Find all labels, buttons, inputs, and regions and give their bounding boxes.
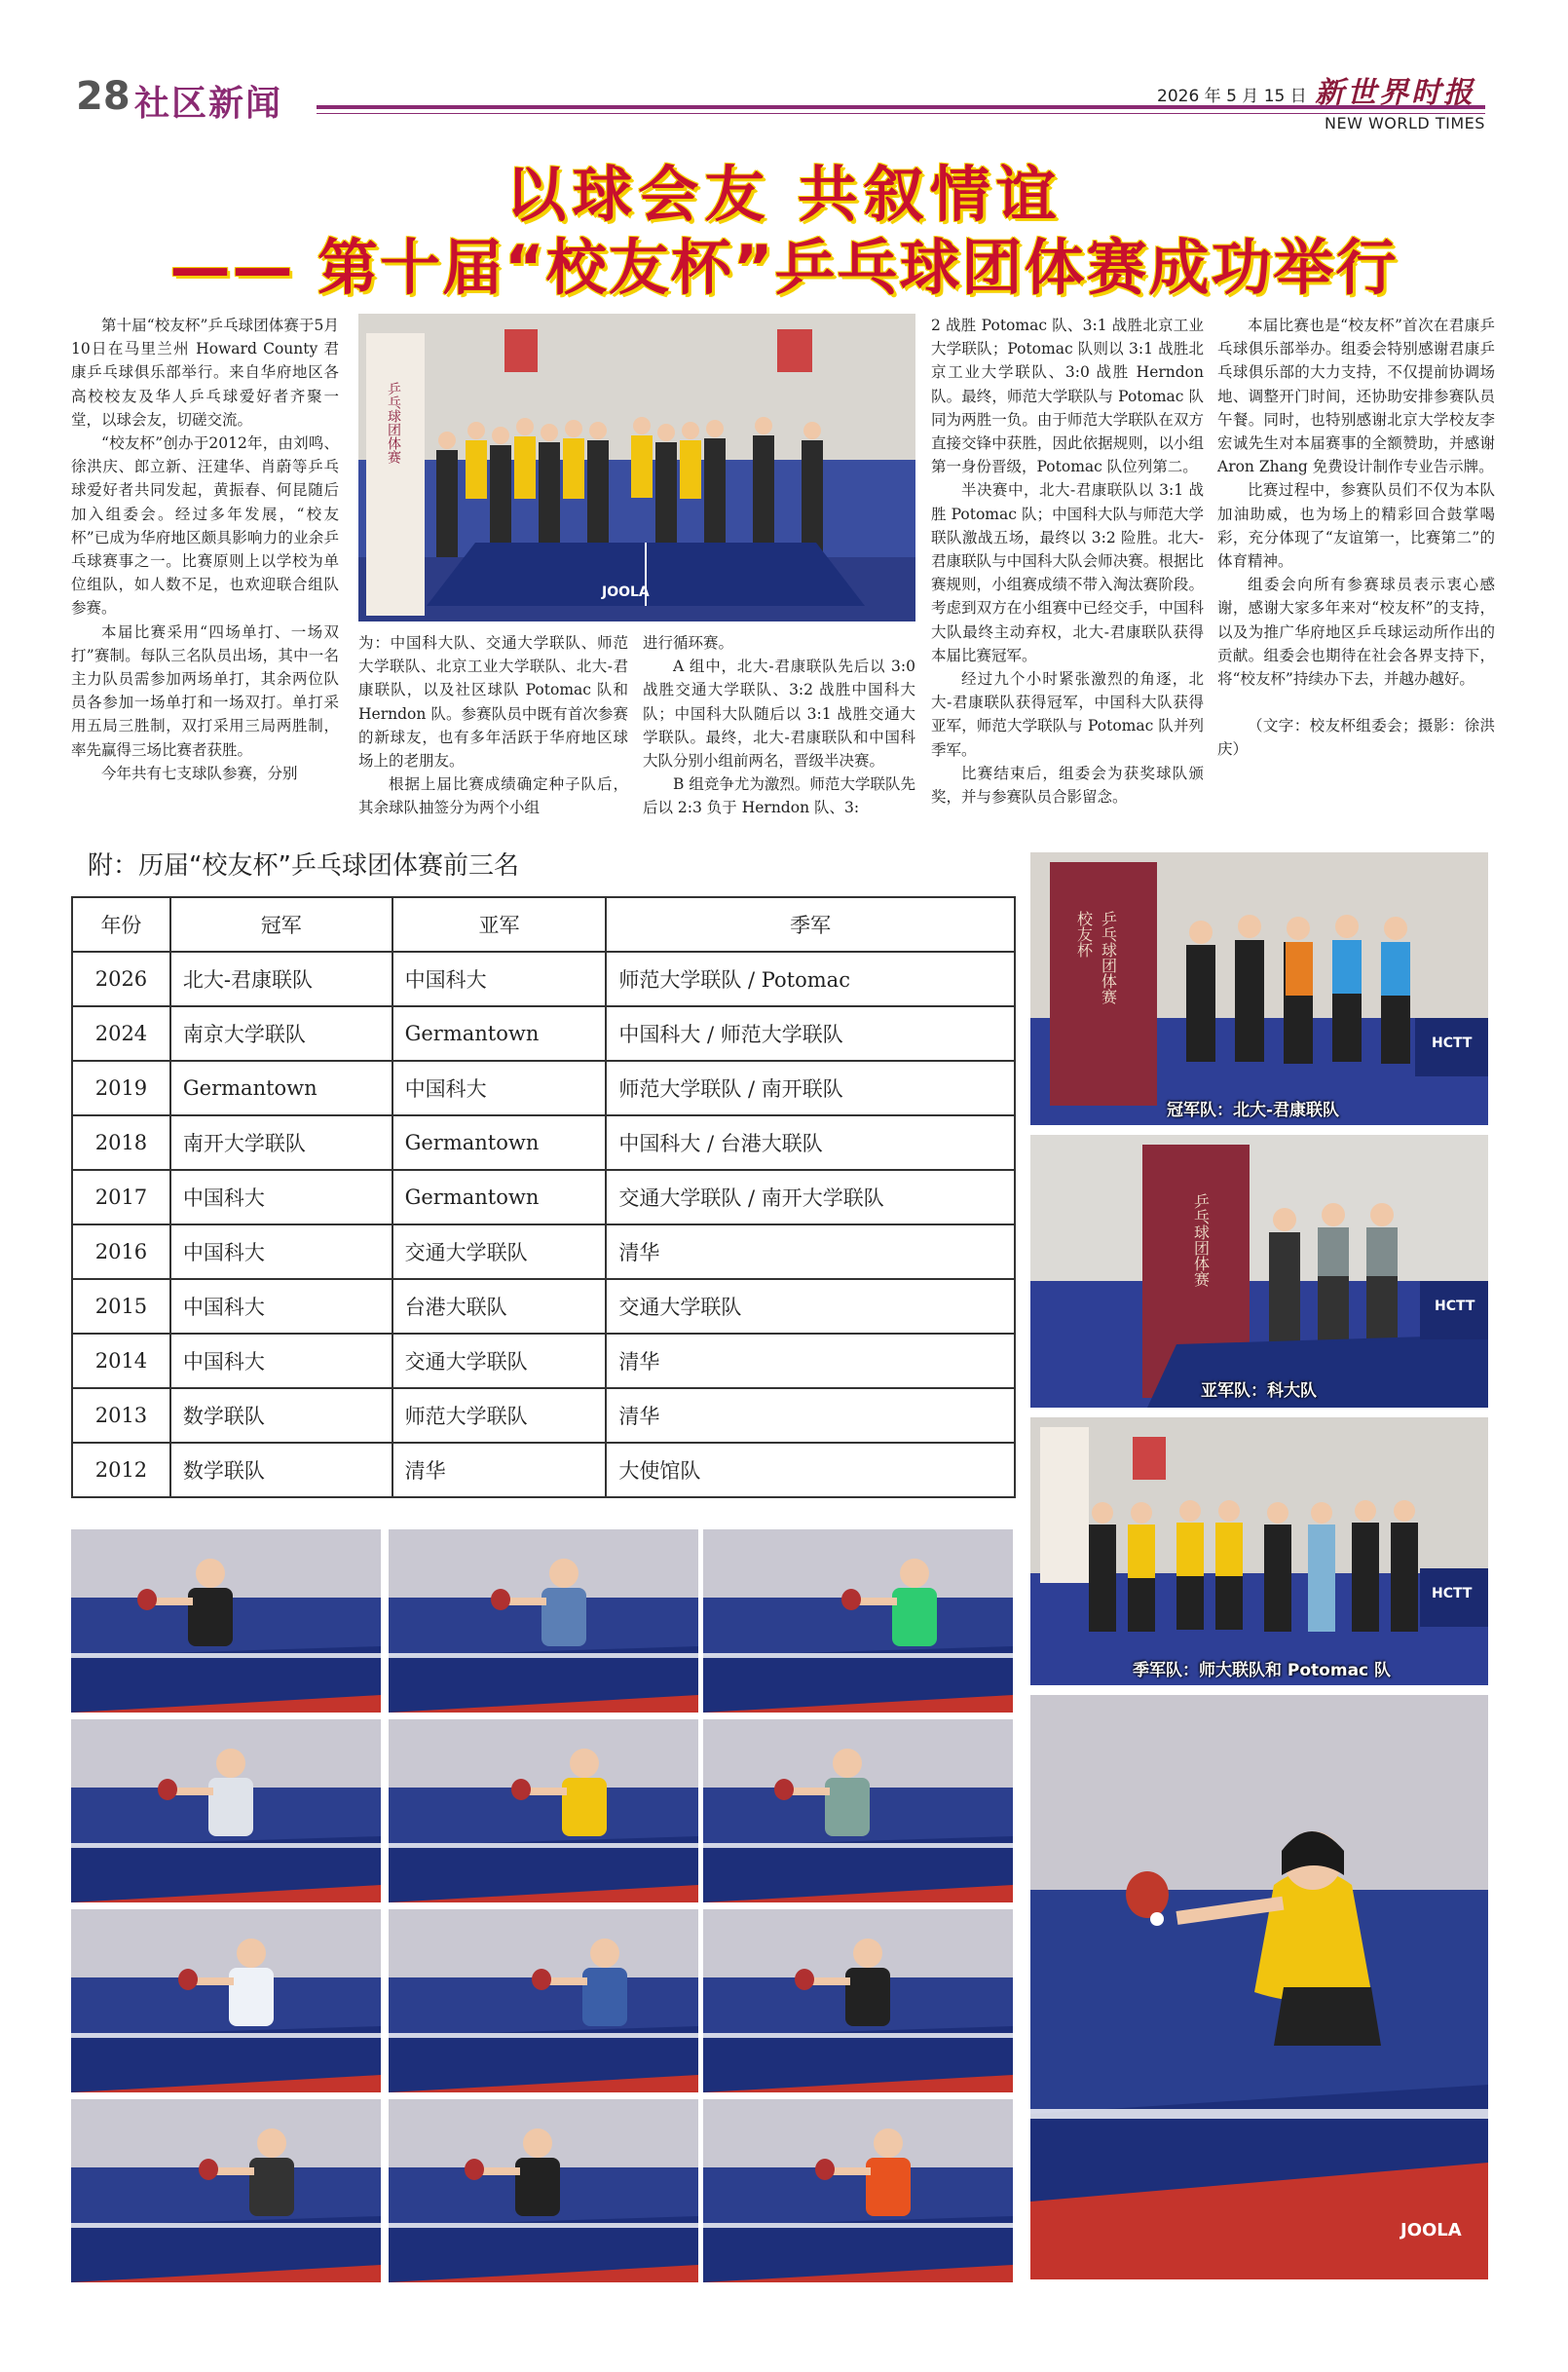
article-paragraph: “校友杯”创办于2012年，由刘鸣、徐洪庆、郎立新、汪建华、肖蔚等乒乓球爱好者共同发起，黄振春、何昆随后加入组委会。经过多年发展，“校友杯”已成为华府地区颇具影响力的业余乒乓球赛事之一。比赛原则上以学校为单位组队，如人数不足，也欢迎联合组队参赛。 xyxy=(71,434,339,618)
table-header: 年份 xyxy=(72,897,170,952)
action-photo xyxy=(703,2099,1013,2282)
table-cell: Germantown xyxy=(170,1061,392,1115)
article-paragraph: 本届比赛采用“四场单打、一场双打”赛制。每队三名队员出场，其中一名主力队员需参加两场单打，其余两位队员各参加一场单打和一场双打。单打采用五局三胜制，双打采用三局两胜制，率先赢得三场比赛者获胜。 xyxy=(71,622,339,759)
table-cell: 交通大学联队 / 南开大学联队 xyxy=(606,1170,1015,1224)
table-cell: 中国科大 xyxy=(170,1170,392,1224)
table-header: 亚军 xyxy=(392,897,607,952)
action-photo xyxy=(703,1719,1013,1902)
table-cell: Germantown xyxy=(392,1115,607,1170)
table-row xyxy=(72,952,1015,1006)
action-photo xyxy=(389,1909,698,2092)
table-cell: 师范大学联队 xyxy=(392,1388,607,1443)
article-column-1 xyxy=(71,314,339,785)
table-cell: 清华 xyxy=(392,1443,607,1497)
caption-champion: 冠军队：北大-君康联队 xyxy=(1167,1101,1340,1120)
page-number: 28 xyxy=(76,74,131,119)
table-cell: 2024 xyxy=(72,1006,170,1061)
action-photo xyxy=(703,1909,1013,2092)
table-cell: 数学联队 xyxy=(170,1443,392,1497)
caption-runnerup: 亚军队：科大队 xyxy=(1201,1381,1317,1401)
table-row xyxy=(72,1279,1015,1334)
table-header: 冠军 xyxy=(170,897,392,952)
table-row xyxy=(72,1388,1015,1443)
article-paragraph: A 组中，北大-君康联队先后以 3:0 战胜交通大学联队、3:2 战胜中国科大队；中国科大队随后以 3:1 战胜交通大学联队。最终，北大-君康联队和中国科大队分别小组前两名，晋级半决赛。 xyxy=(643,658,915,771)
table-row xyxy=(72,1115,1015,1170)
svg-text:校友杯: 校友杯 xyxy=(1074,911,1094,958)
table-cell: 北大-君康联队 xyxy=(170,952,392,1006)
masthead-english: NEW WORLD TIMES xyxy=(1325,114,1485,132)
results-table xyxy=(71,896,1016,1498)
table-cell: 2018 xyxy=(72,1115,170,1170)
table-row xyxy=(72,1006,1015,1061)
table-cell: 南开大学联队 xyxy=(170,1115,392,1170)
table-cell: 2016 xyxy=(72,1224,170,1279)
table-cell: 中国科大 / 师范大学联队 xyxy=(606,1006,1015,1061)
svg-text:乒乓球团体赛: 乒乓球团体赛 xyxy=(1191,1193,1211,1287)
headline-line-2: —— 第十届“校友杯”乒乓球团体赛成功举行 xyxy=(169,232,1399,303)
table-row xyxy=(72,1224,1015,1279)
group-photo xyxy=(358,314,915,621)
table-cell: 师范大学联队 / Potomac xyxy=(606,952,1015,1006)
table-cell: 2012 xyxy=(72,1443,170,1497)
article-paragraph: 为：中国科大队、交通大学联队、师范大学联队、北京工业大学联队、北大-君康联队，以及社区球队 Potomac 队和 Herndon 队。参赛队员中既有首次参赛的新球友，也有多年活跃于华府地区球场上的老朋友。 xyxy=(358,634,628,771)
action-photo xyxy=(389,1529,698,1713)
action-photo xyxy=(703,1529,1013,1713)
action-photo xyxy=(389,2099,698,2282)
article-paragraph: 根据上届比赛成绩确定种子队后，其余球队抽签分为两个小组 xyxy=(358,775,628,817)
svg-text:JOOLA: JOOLA xyxy=(1400,2220,1462,2240)
table-cell: 清华 xyxy=(606,1334,1015,1388)
issue-date: 2026 年 5 月 15 日 xyxy=(1157,87,1307,106)
article-paragraph: 进行循环赛。 xyxy=(643,634,734,652)
table-cell: 中国科大 / 台港大联队 xyxy=(606,1115,1015,1170)
table-cell: 2014 xyxy=(72,1334,170,1388)
article-paragraph: 比赛过程中，参赛队员们不仅为本队加油助威，也为场上的精彩回合鼓掌喝彩，充分体现了“友谊第一，比赛第二”的体育精神。 xyxy=(1217,481,1495,571)
table-cell: 中国科大 xyxy=(170,1279,392,1334)
article-column-2 xyxy=(358,631,628,820)
article-paragraph: 组委会向所有参赛球员表示衷心感谢，感谢大家多年来对“校友杯”的支持，以及为推广华府地区乒乓球运动所作出的贡献。组委会也期待在社会各界支持下，将“校友杯”持续办下去，并越办越好。 xyxy=(1217,576,1495,689)
table-cell: 大使馆队 xyxy=(606,1443,1015,1497)
article-paragraph: 本届比赛也是“校友杯”首次在君康乒乓球俱乐部举办。组委会特别感谢君康乒乓球俱乐部的大力支持，不仅提前协调场地、调整开门时间，还协助安排参赛队员午餐。同时，也特别感谢北京大学校友李宏诚先生对本届赛事的全额赞助，并感谢 Aron Zhang 免费设计制作专业告示牌。 xyxy=(1217,317,1495,476)
article-paragraph: 比赛结束后，组委会为获奖球队颁奖，并与参赛队员合影留念。 xyxy=(931,764,1204,807)
action-photo xyxy=(71,2099,381,2282)
table-cell: 数学联队 xyxy=(170,1388,392,1443)
table-cell: 清华 xyxy=(606,1388,1015,1443)
table-cell: 中国科大 xyxy=(392,1061,607,1115)
article-column-5 xyxy=(1217,314,1495,762)
article-paragraph: 经过九个小时紧张激烈的角逐，北大-君康联队获得冠军，中国科大队获得亚军，师范大学联队与 Potomac 队并列季军。 xyxy=(931,670,1204,759)
table-cell: 2015 xyxy=(72,1279,170,1334)
table-cell: 中国科大 xyxy=(170,1224,392,1279)
table-row xyxy=(72,1443,1015,1497)
article-paragraph: 半决赛中，北大-君康联队以 3:1 战胜 Potomac 队；中国科大队与师范大学联队激战五场，最终以 3:2 险胜。北大-君康联队与中国科大队会师决赛。根据比赛规则，小组赛成绩不带入淘汰赛阶段。考虑到双方在小组赛中已经交手，中国科大队最终主动弃权，北大-君康联队获得本届比赛冠军。 xyxy=(931,481,1204,664)
table-cell: 交通大学联队 xyxy=(606,1279,1015,1334)
header-rule-thin xyxy=(317,113,1485,114)
table-cell: 2013 xyxy=(72,1388,170,1443)
svg-text:HCTT: HCTT xyxy=(1432,1035,1473,1051)
svg-text:HCTT: HCTT xyxy=(1432,1586,1473,1601)
caption-third-place: 季军队：师大联队和 Potomac 队 xyxy=(1133,1661,1392,1680)
table-cell: 2017 xyxy=(72,1170,170,1224)
article-paragraph: 2 战胜 Potomac 队、3:1 战胜北京工业大学联队；Potomac 队则以 3:1 战胜北京工业大学联队、3:0 战胜 Herndon 队。最终，师范大学联队与 Potomac 队同为两胜一负。由于师范大学联队在双方直接交锋中获胜，因此依据规则，以小组第一身份晋级，Potomac 队位列第二。 xyxy=(931,317,1204,476)
table-row xyxy=(72,1170,1015,1224)
table-cell: 交通大学联队 xyxy=(392,1334,607,1388)
article-paragraph: 今年共有七支球队参赛，分别 xyxy=(101,764,298,782)
svg-text:乒乓球团体赛: 乒乓球团体赛 xyxy=(1099,911,1118,1004)
table-cell: 2026 xyxy=(72,952,170,1006)
action-photo xyxy=(71,1719,381,1902)
table-row xyxy=(72,1334,1015,1388)
action-photo xyxy=(71,1909,381,2092)
table-title: 附：历届“校友杯”乒乓球团体赛前三名 xyxy=(88,851,519,881)
table-cell: Germantown xyxy=(392,1006,607,1061)
table-cell: 中国科大 xyxy=(392,952,607,1006)
table-cell: 南京大学联队 xyxy=(170,1006,392,1061)
third-place-photo xyxy=(1030,1417,1488,1685)
joola-logo: JOOLA xyxy=(602,584,650,600)
action-photo xyxy=(389,1719,698,1902)
masthead: 新世界时报 xyxy=(1315,76,1475,110)
featured-action-photo xyxy=(1030,1695,1488,2279)
article-column-3 xyxy=(643,631,915,820)
svg-text:乒乓球团体赛: 乒乓球团体赛 xyxy=(386,382,401,464)
table-cell: 清华 xyxy=(606,1224,1015,1279)
article-paragraph: 第十届“校友杯”乒乓球团体赛于5月10日在马里兰州 Howard County 君康乒乓球俱乐部举行。来自华府地区各高校校友及华人乒乓球爱好者齐聚一堂，以球会友，切磋交流。 xyxy=(71,317,339,429)
article-column-4 xyxy=(931,314,1204,809)
action-photo xyxy=(71,1529,381,1713)
table-cell: 台港大联队 xyxy=(392,1279,607,1334)
champion-photo xyxy=(1030,852,1488,1125)
table-cell: 中国科大 xyxy=(170,1334,392,1388)
table-cell: 交通大学联队 xyxy=(392,1224,607,1279)
table-row xyxy=(72,1061,1015,1115)
headline-line-1: 以球会友 共叙情谊 xyxy=(505,159,1063,230)
table-header: 季军 xyxy=(606,897,1015,952)
photo-credit: （文字：校友杯组委会；摄影：徐洪庆） xyxy=(1217,717,1495,759)
article-paragraph: B 组竞争尤为激烈。师范大学联队先后以 2:3 负于 Herndon 队、3: xyxy=(643,775,915,817)
table-cell: 师范大学联队 / 南开联队 xyxy=(606,1061,1015,1115)
runnerup-photo xyxy=(1030,1135,1488,1408)
section-title: 社区新闻 xyxy=(134,84,283,124)
table-cell: Germantown xyxy=(392,1170,607,1224)
table-cell: 2019 xyxy=(72,1061,170,1115)
header-rule xyxy=(317,105,1485,109)
svg-text:HCTT: HCTT xyxy=(1435,1299,1475,1314)
